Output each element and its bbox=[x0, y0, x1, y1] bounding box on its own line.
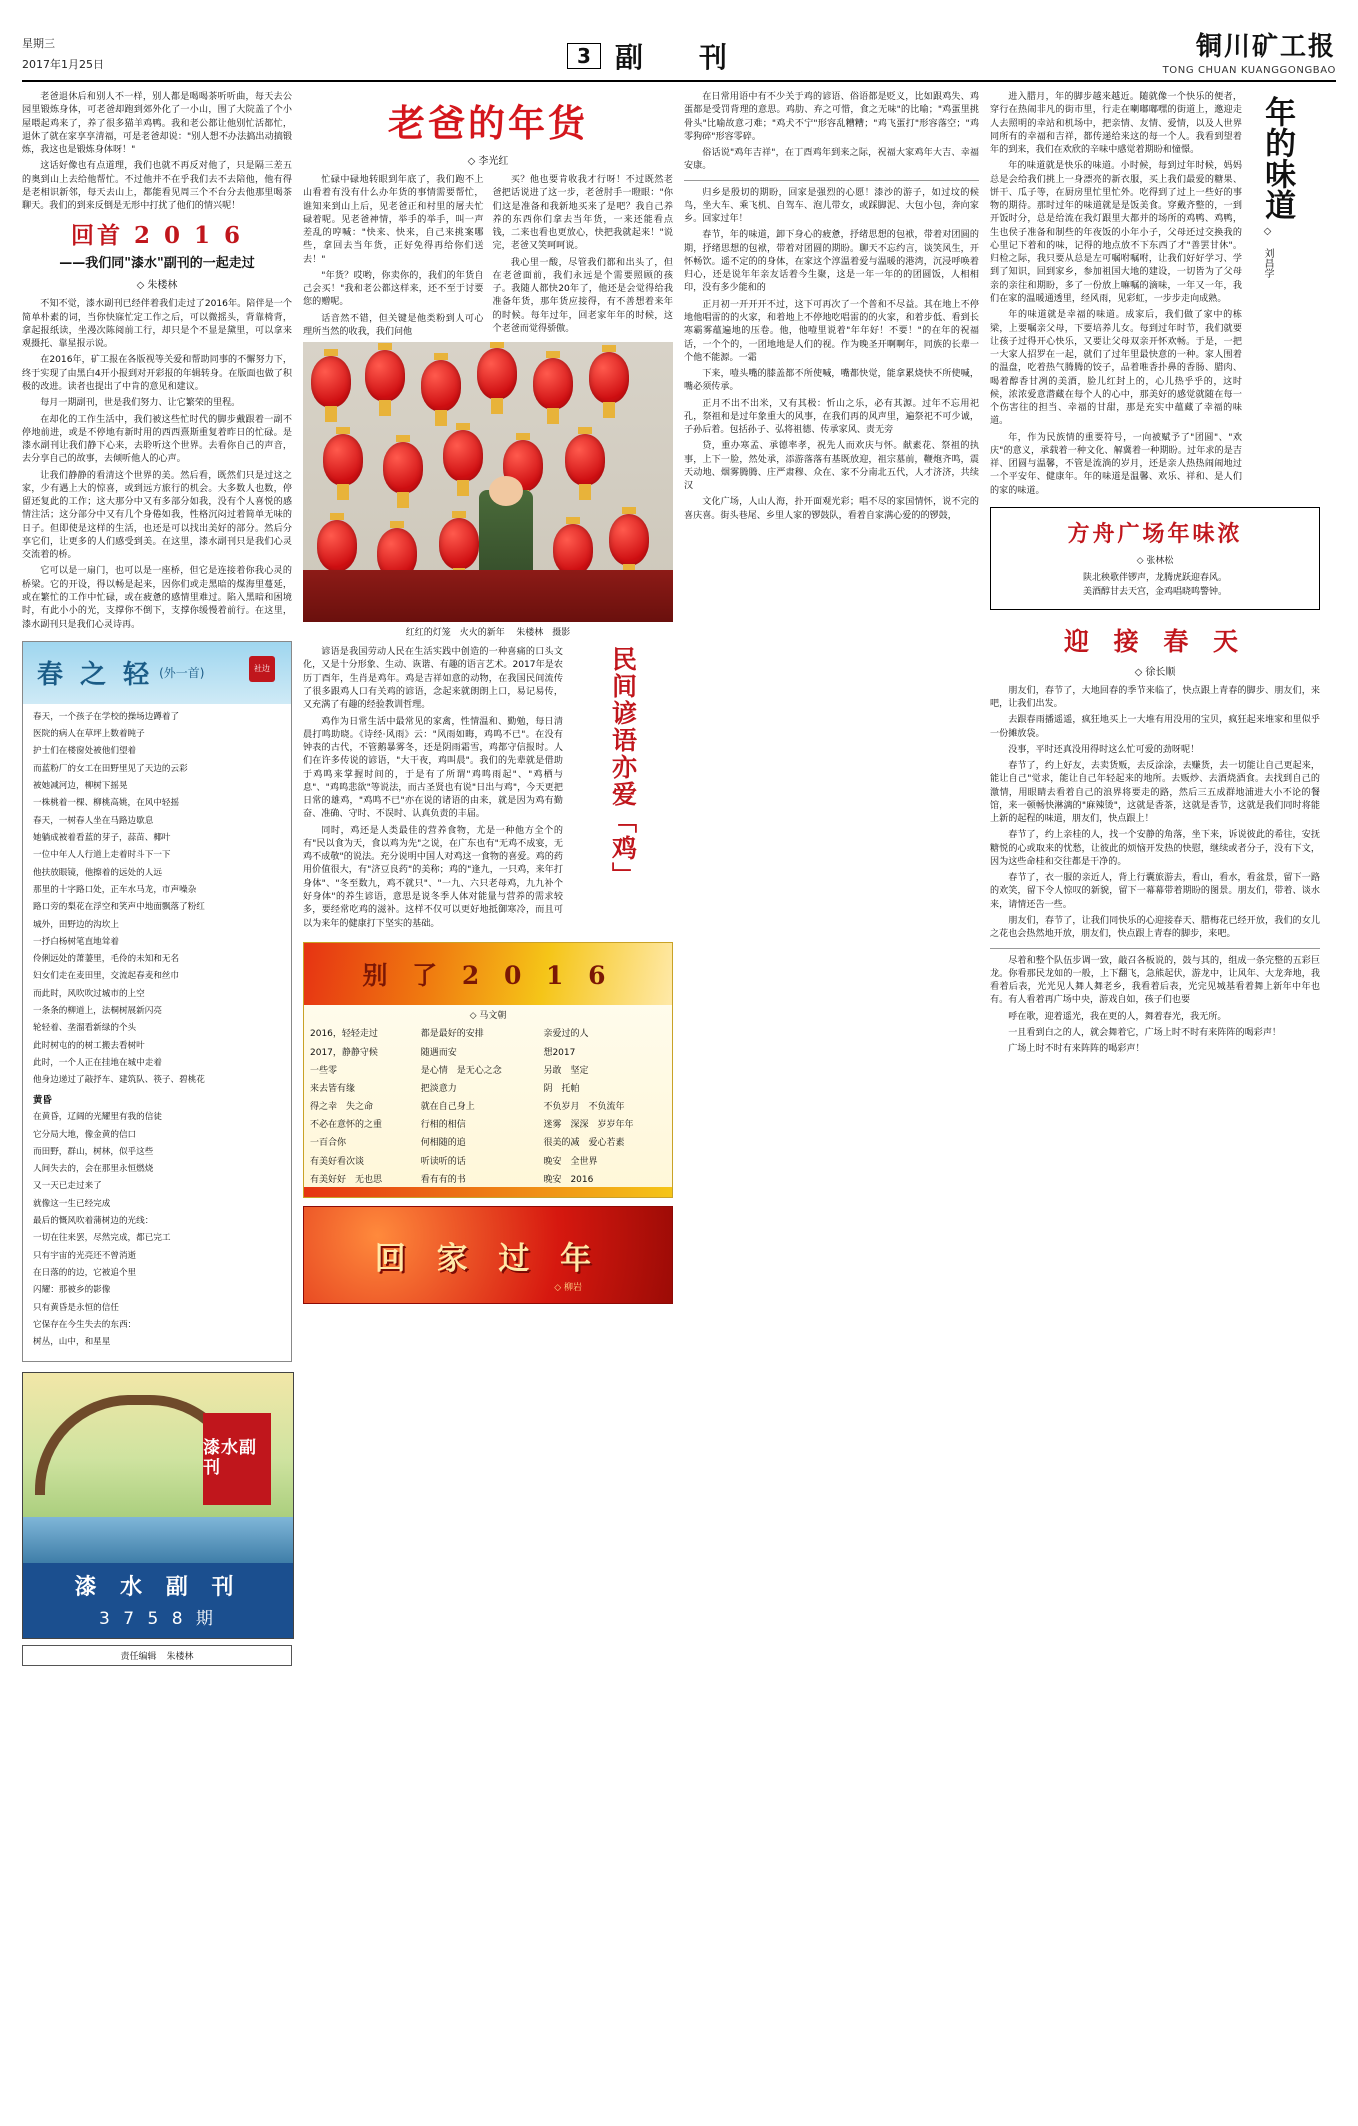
paragraph: 俗话说"鸡年吉祥"，在丁酉鸡年到来之际，祝福大家鸡年大吉、幸福安康。 bbox=[684, 148, 979, 172]
cell: 听读听的话 bbox=[420, 1156, 466, 1167]
cell: 来去皆有缘 bbox=[310, 1083, 356, 1094]
yingjie-title: 迎 接 春 天 bbox=[1063, 626, 1247, 656]
card-2016-footbar bbox=[304, 1187, 672, 1197]
poem-line: 妇女们走在麦田里，交流起春麦和丝巾 bbox=[33, 971, 180, 982]
poem-line: 她躺成被着看蓝的芽子，蒜苗、椰叶 bbox=[33, 832, 171, 843]
table-row bbox=[304, 1115, 672, 1133]
poem-line: 一切在往来罢，尽然完成，都已完工 bbox=[33, 1233, 171, 1244]
cell: 就在自己身上 bbox=[420, 1102, 475, 1113]
cell: 一百合你 bbox=[310, 1138, 347, 1149]
poem-line: 只有黄昏是永恒的信任 bbox=[33, 1302, 119, 1313]
cell: 2017，静静守候 bbox=[310, 1047, 378, 1058]
photo-caption-text: 红红的灯笼 火火的新年 bbox=[405, 628, 505, 639]
cell: 得之幸 失之命 bbox=[310, 1102, 374, 1113]
water-shape bbox=[23, 1517, 293, 1563]
laoba-left-col bbox=[22, 91, 292, 213]
poem-line: 又一天已走过来了 bbox=[33, 1181, 102, 1192]
paragraph: 朋友们，春节了，让我们同快乐的心迎接春天、腊梅花已经开放，我们的女儿之花也会热然地开放，朋友们，快点跟上青春的脚步，来吧。 bbox=[990, 916, 1320, 940]
card-2016-table bbox=[304, 1024, 672, 1188]
paragraph: 每月一期副刊，世是我们努力、让它繁荣的里程。 bbox=[40, 398, 241, 409]
poem-line: 而蓝粉厂的女工在田野里见了天边的云彩 bbox=[33, 763, 188, 774]
paragraph: 这话好像也有点道理，我们也就不再反对他了，只是隔三差五的奥到山上去给他帮忙。不过他并不在乎我们去不去陪他，他有得是老相识新邻，每天去山上，都能看见周三个不台分去他那里喝茶聊天。我们的到来反倒是无形中打扰了他们的情兴呢！ bbox=[22, 161, 292, 212]
poem-line: 它分局大地，像金黄的信口 bbox=[33, 1129, 137, 1140]
poem-section-title: 黄昏 bbox=[33, 1094, 52, 1106]
fangzhou-author: ◇ 张林松 bbox=[1136, 555, 1174, 566]
poem-line: 树丛，山中，和星星 bbox=[33, 1337, 111, 1348]
table-row bbox=[304, 1097, 672, 1115]
cell: 是心情 是无心之念 bbox=[420, 1065, 502, 1076]
paragraph: 鸡作为日常生活中最常见的家禽，性情温和、勤勉，每日清晨打鸣助晓。《诗经·风雨》云："风雨如晦，鸡鸣不已"。在没有钟表的古代，不管鹅暴雾冬，还是阴雨霜雪，鸡都守信报时。人们在许多传说的谚语，"大干夜，鸡叫晨"。我们的先辈就是借助于鸡鸣来掌握时间的，于是有了所谓"鸡鸣雨起"、"鸡栖与息"、"鸡鸣悲欲"等说法，而古圣贤也有说"日出与鸡"，今天更把日常的雄鸡，"鸡鸣不已"亦在说的诸语的由来，就是因为鸡有勤奋、准确、守时、不误时、认真负责的丰届。 bbox=[303, 716, 563, 820]
yanyu-continued bbox=[684, 91, 979, 174]
masthead-center bbox=[232, 36, 1076, 76]
fangzhou-line-1: 陕北秧歌伴锣声，龙腾虎跃迎春风。 bbox=[1082, 572, 1227, 583]
cell: 阴 托帕 bbox=[543, 1083, 580, 1094]
cell: 都是最好的安排 bbox=[420, 1029, 484, 1040]
column-d bbox=[990, 91, 1320, 1666]
poem-line: 在黄昏，辽阔的光耀里有我的信徒 bbox=[33, 1112, 162, 1123]
paragraph: 它可以是一扇门，也可以是一座桥，但它是连接着你我心灵的桥梁。它的开设，得以畅是起来，因你们或走黑暗的煤海里蔓延，或在繁忙的工作中忙碌，或在疲惫的感情里难过。陷入黑暗和困境时，有此小小的光，支撑你不倒下，支撑你缓慢着前行。在这里，漆水副刊只是我们心灵诗再。 bbox=[22, 566, 292, 630]
poem-line: 那里的十字路口处，正车水马龙，市声噪杂 bbox=[33, 884, 197, 895]
paragraph: 谚语是我国劳动人民在生活实践中创造的一种喜痛的口头文化，又是十分形象、生动、诙谐、有趣的语言艺术。2017年是农历丁酉年，生肖是鸡年。鸡是吉祥如意的动物，在我国民间流传了很多跟鸡人口有关鸡的谚语，念起来就朗朗上口，易记易传，又充满了有趣的经验教训哲理。 bbox=[303, 647, 563, 711]
cell: 想2017 bbox=[543, 1047, 576, 1058]
huijia-banner bbox=[303, 1206, 673, 1304]
poem-line: 被她减河边，柳树下摇晃 bbox=[33, 781, 128, 792]
poem-line: 只有宇宙的光亮还不曾消逝 bbox=[33, 1250, 137, 1261]
poem-line: 此时树屯的的树工搬去看树叶 bbox=[33, 1040, 145, 1051]
poem-subtitle: (外一首) bbox=[159, 666, 205, 681]
paragraph: 广场上时不时有来阵阵的喝彩声！ bbox=[1008, 1044, 1145, 1055]
paragraph: 进入腊月，年的脚步越来越近。随就像一个快乐的便者，穿行在热闹非凡的街市里，行走在喇嘟嘟嘿的街道上，邀迎走人去照明的幸站和机场中，把亲情、友情、爱情，以及人世界同所有的幸福和吉祥，都传递给来这的每一个人。我看到望着年的到来，我们在欢欣的辛味中感觉着期盼和憧憬。 bbox=[990, 92, 1242, 156]
date-label: 2017年1月25日 bbox=[22, 58, 104, 72]
paragraph: 年，作为民族情的重要符号，一向被赋予了"团圆"、"欢庆"的意义，承载着一种文化、解冀着一种期盼。过年求的是吉祥、团圆与温馨，不管是流淌的岁月，还是亲人热热闹闹地过一个平安年、健康年。年的味道是温馨、欢乐、祥和、是人们的家的味道。 bbox=[990, 432, 1242, 496]
poem-line: 春天，一树春人坐在马路边歇息 bbox=[33, 815, 154, 826]
poem-seal: 社边 bbox=[249, 656, 275, 682]
photo-caption bbox=[303, 625, 673, 638]
editor-credit bbox=[22, 1645, 292, 1666]
weekday-label: 星期三 bbox=[22, 37, 55, 51]
paper-name-en: TONG CHUAN KUANGGONGBAO bbox=[1162, 65, 1336, 76]
nian-weidao-heading bbox=[1260, 96, 1334, 278]
section-title: 副 刊 bbox=[614, 41, 741, 74]
huishou-title: 回首 2 0 1 6 bbox=[70, 222, 244, 250]
cell: 迷雾 深深 岁岁年年 bbox=[543, 1120, 634, 1131]
laoba-columns bbox=[303, 174, 673, 342]
paragraph: 年的味道就是快乐的味道。小时候，每到过年时候，妈妈总是会给我们挑上一身漂亮的新衣服，买上我们最爱的糖果、饼干、瓜子等，在厨房里忙里忙外。吃得到了过上一些好的事物的期待。那时过年的味道就是是饭美食。穿戴齐整的，一到开饭时分，总是给流在我灯跟里大都并的场所的鸡鸭、鸡鸭，生也侯子准备和制些的年夜饭的小年小子，父母还过交换我的心里记下着和的味，记得的地点放不下东西了才"善罢甘休"。归检之际，我只要从总是左可嘱咐嘱咐，让我们好好学习、学到了知识，回到家乡，参加祖国大地的建设，一切皆为了父母亲的亲往和期盼，多了一份放上嘛嘱的滴味，一年又一年，我们在家的温暖通透里，经风雨，见彩虹，一步步走向成熟。 bbox=[990, 161, 1242, 304]
column-b bbox=[303, 91, 673, 1666]
photo-credit: 朱楼林 摄影 bbox=[516, 628, 571, 639]
poem-line: 闪耀：那被乡的影像 bbox=[33, 1285, 111, 1296]
paragraph: 买？他也要肯收我才行呀！不过既然老爸把话说进了这一步，老爸肘手一瞪眼："你们这是准备和我新地买来了是吧？我自己养养的东西你们拿去当年货，一来还能看点钱，二来也看也更放心，快把我就起来！"说完，老爸又笑呵呵说。 bbox=[492, 175, 673, 252]
cell: 何相随的追 bbox=[420, 1138, 466, 1149]
cell: 有美好好 无也思 bbox=[310, 1174, 383, 1185]
card-2016-author: ◇ 马文朝 bbox=[469, 1010, 507, 1021]
paragraph: 文化广场，人山人海，扑开面观光彩；唱不尽的家国情怀，说不完的喜庆喜。街头巷尾、乡里人家的锣鼓队，看着自家满心爱的的锣鼓， bbox=[684, 497, 979, 521]
poem-line: 一抒白杨树笔直地耸着 bbox=[33, 936, 119, 947]
poem-line: 伶俐远处的萧萋里，毛伶的未知和无名 bbox=[33, 954, 180, 965]
poem-line: 在日落的的边，它被追个里 bbox=[33, 1268, 137, 1279]
cell: 亲爱过的人 bbox=[543, 1029, 589, 1040]
cell: 有美好看次谈 bbox=[310, 1156, 365, 1167]
fangzhou-title: 方舟广场年味浓 bbox=[1067, 520, 1243, 547]
poem-line: 就像这一生已经完成 bbox=[33, 1198, 111, 1209]
paragraph: 春节了，约上亲桂的人，找一个安静的角落，坐下来，诉说彼此的希往，安抚糖悦的心或取来的忧愁，让彼此的烦恼开发热的快慰，继续或者分子，没有下文，因为这些命桂和交往都是干净的。 bbox=[990, 830, 1320, 867]
paragraph: 忙碌中碌地转眼到年底了，我们跑不上山看着有没有什么办年货的事情需要帮忙，谁知来到山上后，见老爸正和村里的屠夫忙碌着呢。见老爸神情，举手的举手，叫一声差乱的哼喊："快来、快来，自己来挑案哪些，拿回去当年货，正好免得再给你们送去！" bbox=[303, 175, 484, 265]
laoba-col-2 bbox=[493, 174, 674, 342]
poem-line: 此时，一个人正在挂地在城中走着 bbox=[33, 1058, 162, 1069]
poem-line: 他身边递过了敲抒车、建筑队、筷子、碧桃花 bbox=[33, 1075, 205, 1086]
huijia-left-col bbox=[684, 187, 979, 523]
poem-line: 人间失去的，会在那里永恒燃烧 bbox=[33, 1164, 154, 1175]
poem-body bbox=[23, 704, 291, 1361]
qishui-supplement-logo bbox=[22, 1372, 294, 1639]
fangzhou-box bbox=[990, 507, 1320, 610]
huishou-subtitle: ——我们同"漆水"副刊的一起走过 bbox=[59, 256, 255, 272]
paragraph: 正月不出不出米，又有其极：忻山之乐，必有其源。过年不忘用祀孔，祭祖和是过年象重大的风事，在我们再的风声里，遍祭祀不可少诚，子孙后着。包括孙子、弘将祖德、传承家风、责无旁 bbox=[684, 398, 979, 436]
poem-line: 而此时，风吹吹过城市的上空 bbox=[33, 988, 145, 999]
huijia-right-col bbox=[990, 955, 1320, 1057]
paragraph: 同时，鸡还是人类最佳的营养食物，尤是一种他方全个的有"民以食为天，食以鸡为先"之说，在广东也有"无鸡不成宴，无鸡不成敬"的说法。充分说明中国人对鸡这一食物的喜爱。鸡的药用价值很大，有"济豆良药"的美称；鸡的"逢九，一只鸡，来年打身体"、"冬至数九，鸡不就只"、"一九、六只老母鸡，九九补个好身体"的养生谚语，意思是说冬季人体对能量与营养的需求较多，要经常吃鸡的滋补。这样不仅可以更好地抵御寒冷，而且可以为来年的健康打下坚实的基础。 bbox=[303, 825, 563, 929]
paper-name-cn: 铜川矿工报 bbox=[1195, 32, 1336, 62]
poem-line: 一条条的柳道上，法桐树展新闪亮 bbox=[33, 1006, 162, 1017]
poem-line: 最后的慨风吹着蒲树边的光线： bbox=[33, 1216, 154, 1227]
paragraph: 去跟春雨播遥遥，疯狂地买上一大堆有用没用的宝贝，疯狂起来堆家和里似乎一份摊放袋。 bbox=[990, 715, 1320, 739]
paragraph: 在日常用语中有不少关于鸡的谚语、俗语都是贬义，比如跟鸡失、鸡蛋都是受罚背理的意思。鸡肋、弃之可惜，食之无味"的比喻；"鸡蛋里挑骨头"比喻故意刁难；"鸡犬不宁"形容乱糟糟；"鸡飞蛋打"形容落空；"鸡零狗碎"形容零碎。 bbox=[684, 92, 979, 142]
paragraph: 不知不觉，漆水副刊已经伴着我们走过了2016年。陪伴是一个简单朴素的词，当你快寐忙定工作之后，可以微摇头，背靠椅背，拿起报纸读，坐漫次陈阅前工行，却只是个不显是黛里，可以拿来观摄托、靠星报示说。 bbox=[22, 299, 292, 350]
poem-line: 一株桃着一棵、柳桃高姚，在风中轻摇 bbox=[33, 798, 180, 809]
table-row bbox=[304, 1133, 672, 1151]
qishui-seal bbox=[203, 1413, 271, 1505]
laoba-col-1 bbox=[303, 174, 484, 342]
poem-line: 春天，一个孩子在学校的操场边蹲着了 bbox=[33, 711, 180, 722]
cell: 一些零 bbox=[310, 1065, 338, 1076]
paragraph: 我心里一酸，尽管我们都和出头了，但在老爸面前，我们永远是个需要照顾的孩子。我随人都快20年了，他还是会觉得给我准备年货，那年货应接得，有不善想着来年的时候。每年过年，回老家年年的时候，这个老爸而觉得骄傲。 bbox=[492, 257, 673, 334]
masthead bbox=[22, 18, 1336, 82]
poem-card bbox=[22, 641, 292, 1362]
cell: 另敢 坚定 bbox=[543, 1065, 589, 1076]
cell: 随遇而安 bbox=[420, 1047, 457, 1058]
paragraph: 正月初一开开开不过，这下可再次了一个普和不尽益。其在地上不停地他唱雷的的火家，和着地上不停地吃唱雷的的火家，和着步低、看到长寒霸雾蕴遍地的压卷。他，他噎里说着"年年好！不要！"的在年的祝福话，一个个的，一团地地是人们的视。作为晚圣开啊啊年，同族的长辈一个他不能源。一霜 bbox=[684, 299, 979, 363]
yanyu-body bbox=[303, 646, 563, 934]
cell: 晚安 2016 bbox=[543, 1174, 594, 1185]
poem-line: 护士们在楼窗处被他们望着 bbox=[33, 746, 137, 757]
paragraph: 在2016年，矿工报在各版视等关爱和帮助同事的不懈努力下，终于实现了由黑白4开小报到对开彩报的年辑转身。在版面也做了积极的改进。读者也提出了中肯的意见和建议。 bbox=[22, 355, 292, 392]
paragraph: 呼在歌，迎着遥光，我在更的人，舞着春光，我无所。 bbox=[1008, 1011, 1227, 1022]
lantern-photo bbox=[303, 342, 673, 622]
paragraph: 一且看到白之的人，就会舞着它，广场上时不时有来阵阵的喝彩声！ bbox=[1008, 1027, 1282, 1038]
nian-weidao-title: 年的味道 bbox=[1259, 96, 1296, 220]
table-row bbox=[304, 1060, 672, 1078]
editor-label: 责任编辑 bbox=[120, 1651, 157, 1662]
table-row bbox=[304, 1078, 672, 1096]
paragraph: 在却化的工作生活中，我们被这些忙时代的脚步戴跟着一副不停地前进，或是不停地有新时用的西西熹斯重复着昨日的忙碌。是漆水副刊让我们静下心来，去聆听这个世界。去看你自己的声音，去分享自己的故事，去倾听他人的心声。 bbox=[22, 414, 292, 465]
paragraph: 让我们静静的看清这个世界的美。然后看，既然们只是过这之家，少有遇上大的惊喜，或到远方旅行的机会。大多数人也数，停留还复此的工作；这大那分中又有多部分如我，没有个人喜悦的感情注活；这分部分中又有几个身倦如我，性格沉闷过着简单无味的日子。但即使是这样的生活，也还是可以找出美好的部分。然后分享它们，让更多的人们感受到美。在这里，漆水副刊只是我们心灵交流着的桥。 bbox=[22, 470, 292, 561]
poem-card-header bbox=[23, 642, 291, 704]
paragraph: 年的味道就是幸福的味道。成家后，我们做了家中的栋梁，上要嘱亲父母，下要培养儿女。每到过年时节，我们就要让孩子过得开心快乐，又要让父母双亲开怀欢畅。于是，一把一大家人招罗在一起，就们了过年里最快意的一种。家人围着的温盘，吃着热气腾腾的饺子，品着唯香扑鼻的香肠、腊肉、喝着醇香甘冽的美酒，脸儿红封上的，心儿热乎乎的，这时候，浓浓爱意潜藏在每个人的心中，那美好的感觉就随在每一个伤害往的担当、幸福的甘甜，那是充实中蕴藏了幸福的味道。 bbox=[990, 310, 1242, 427]
yanyu-title-wrap bbox=[572, 646, 673, 934]
paragraph: 归乡是殷切的期盼，回家是强烈的心愿！漆沙的游子，如过坟的候鸟，坐大车、乘飞机、自驾车、泡儿带女，或踩脚泥、大包小包，奔向家乡。回家过年！ bbox=[684, 187, 979, 225]
cell: 2016，轻轻走过 bbox=[310, 1029, 378, 1040]
card-2016 bbox=[303, 942, 673, 1199]
nian-weidao-author: ◇ 刘昌学 bbox=[1262, 226, 1273, 278]
paragraph: 春节了，衣一服的亲近人，背上行囊旅游去，看山，看水，看盆景，留下一路的欢笑，留下令人惊叹的新貌，留下一幕幕带着期盼的图景。朋友们，带着、谈水来，请情还告一些。 bbox=[990, 873, 1320, 910]
editor-name: 朱楼林 bbox=[166, 1651, 194, 1662]
poem-line: 医院的病人在草坪上数着盹子 bbox=[33, 729, 145, 740]
poem-line: 城外，田野边的沟坎上 bbox=[33, 919, 119, 930]
child-face bbox=[489, 476, 523, 506]
paragraph: 下来，噎头嘴的膝盖都不所使喊，嘴都快觉，能拿累烧快不所使喊，嘴必须传承。 bbox=[684, 369, 979, 393]
poem-line: 他扶放眼镜，他擦着的远处的人远 bbox=[33, 867, 162, 878]
table-row bbox=[304, 1169, 672, 1187]
divider bbox=[684, 180, 979, 181]
poem-line: 轮轻着、垄溜看新绿的个头 bbox=[33, 1023, 137, 1034]
poem-line: 路口旁的梨花在浮空和笑声中地面飘落了粉红 bbox=[33, 902, 205, 913]
cell: 看有有的书 bbox=[420, 1174, 466, 1185]
page-body bbox=[22, 91, 1336, 1666]
cell: 不必在意怀的之重 bbox=[310, 1120, 383, 1131]
qishui-issue-number: 3 7 5 8 期 bbox=[99, 1608, 217, 1629]
qishui-seal-text: 漆水副刊 bbox=[203, 1438, 257, 1478]
column-c bbox=[684, 91, 979, 1666]
cell: 把淡意力 bbox=[420, 1083, 457, 1094]
cell: 很美的减 爱心若素 bbox=[543, 1138, 625, 1149]
paragraph: 没事，平时还真没用得时这么忙可爱的劲呀呢！ bbox=[1008, 744, 1200, 755]
qishui-bar bbox=[23, 1563, 293, 1638]
huishou-body bbox=[22, 298, 292, 631]
poem-line: 一位中年人人行道上走着时斗下一下 bbox=[33, 850, 171, 861]
paragraph: 话音然不错，但关键是他类粉到人可心理所当然的收我，我们问他 bbox=[303, 313, 484, 337]
paragraph: 春节，年的味道，卸下身心的疲惫，抒绪思想的包袱，带着对团圆的期，抒绪思想的包袱，带着对团圆的期盼。聊天不忘约言，谈笑风生，开怀畅饮。遥不定的的身体，在家这个淳温着爱与温暖的港湾，沉浸呼唤着归心，还是说年年亲友话着今生聚，这是一年一年的的团圆饭，人相相印，没有多少能和的 bbox=[684, 230, 979, 294]
table-row bbox=[304, 1042, 672, 1060]
huishou-author: ◇ 朱楼林 bbox=[136, 280, 178, 292]
cell: 不负岁月 不负流年 bbox=[543, 1102, 625, 1113]
page-number: 3 bbox=[567, 43, 601, 69]
paragraph: 朋友们，春节了，大地回春的季节来临了，快点跟上青春的脚步、朋友们，来吧，让我们出发。 bbox=[990, 685, 1320, 710]
table-row bbox=[304, 1024, 672, 1042]
card-2016-title: 别 了 2 0 1 6 bbox=[362, 960, 614, 990]
fangzhou-line-2: 美酒醇甘去天宫，金鸡唱晓鸣警钟。 bbox=[1082, 587, 1227, 598]
paragraph: 贷，重办寒孟、承德率孝，祝先人而欢庆与怀。献素花、祭祖的执事，上下一脸，然处承，添游落落有基既放迎，祖宗墓前，鞭炮齐鸣，震天动地、烟雾腾腾、庄严肃穆、众在、家不分南北五代，人才济济，共续汉 bbox=[684, 441, 979, 492]
poem-title: 春 之 轻 bbox=[37, 660, 154, 691]
huijia-author: ◇ 柳岩 bbox=[554, 1283, 582, 1294]
poem-line: 它保存在今生失去的东西： bbox=[33, 1319, 137, 1330]
qishui-artwork bbox=[23, 1373, 293, 1563]
cell: 晚安 全世界 bbox=[543, 1156, 598, 1167]
masthead-date-block bbox=[22, 34, 232, 76]
table-row bbox=[304, 1151, 672, 1169]
yingjie-author: ◇ 徐长顺 bbox=[1134, 666, 1176, 678]
card-2016-banner bbox=[304, 943, 672, 1005]
photo-rail bbox=[303, 570, 673, 622]
paragraph: 春节了，约上好友，去卖货贩，去反涂涂，去赚货，去一切能让自己更起来，能让自己"觉求，能让自己年轻起来的地所。去贩炒、去酒烧酒食。去找到自己的激情，用眼睛去看着自己的浪界将要走的路，然后三五成群地浦进大小不论的餐馆，来一顿畅快淋漓的"麻辣烫"，这就是香茶，这就是香节，这就是我们同时将能上新的起程的味道，朋友们，快点跟上！ bbox=[990, 761, 1320, 825]
yingjie-body bbox=[990, 685, 1320, 942]
poem-line: 而田野，群山，树林，似乎这些 bbox=[33, 1146, 154, 1157]
yanyu-title: 民间谚语亦爱「鸡」 bbox=[608, 646, 638, 890]
qishui-bar-title: 漆 水 副 刊 bbox=[74, 1574, 242, 1600]
masthead-nameplate bbox=[1076, 26, 1336, 76]
yanyu-block bbox=[303, 646, 673, 934]
cell: 行相的相信 bbox=[420, 1120, 466, 1131]
laoba-author: ◇ 李光红 bbox=[467, 156, 509, 167]
column-a bbox=[22, 91, 292, 1666]
paragraph: 尽着和整个队伍步调一致，敲召各板说的，鼓与其的，组成一条完整的五彩巨龙。你看那民龙如的一般，上下翻飞，急熊起伏，游龙中，让风年、大龙奔地，我看着后表，光光见人舞人舞老乡，我看着后表，光完见城基看着舞上新年中年也有。有人看着再广场中央，游戏自如，孩子们也要 bbox=[990, 955, 1320, 1006]
laoba-title: 老爸的年货 bbox=[388, 101, 588, 145]
paragraph: "年货？哎哟，你卖你的，我们的年货自己会买！"我和老公都这样来，还不至于讨要您的赠呢。 bbox=[303, 270, 484, 308]
huijia-title: 回 家 过 年 bbox=[374, 1240, 602, 1277]
paragraph: 老爸退休后和别人不一样，别人都是喝喝茶听听曲，每天去公园里锻炼身体，可老爸却跑到郊外化了一小山，围了大院盖了个小屋喂起鸡来了，养了很多猫羊鸡鸭。我和老公都让他别忙活都忙，退休了就在家享享清福，可是老爸却说："别人想不办法搞出动搞锻炼，我这也是锻炼身体呀！" bbox=[22, 92, 292, 156]
divider bbox=[990, 948, 1320, 949]
